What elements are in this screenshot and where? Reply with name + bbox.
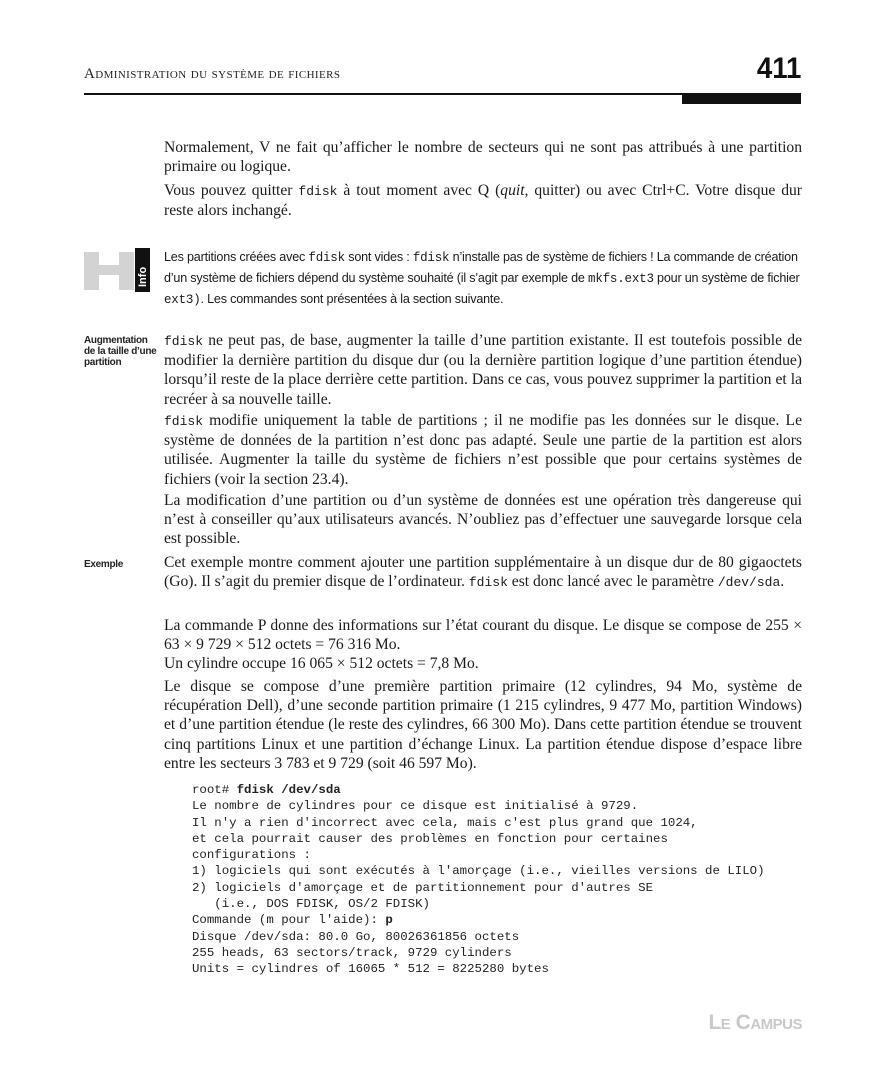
paragraph-text: Normalement, V ne fait qu’afficher le nombre de secteurs qui ne sont pas attribués à une partition primaire ou logique. [164, 139, 802, 176]
inline-code: fdisk [164, 334, 204, 349]
code-output: Le nombre de cylindres pour ce disque est initialisé à 9729. Il n'y a rien d'incorrect avec cela, mais c'est plus grand que 1024, et cela pourrait causer des problèmes en fonction pour certaines configurations : 1) logiciels qui sont exécutés à l'amorçage (i.e., vieilles versions de LILO) 2) logiciels d'amorçage et de partitionnement pour d'autres SE (i.e., DOS FDISK, OS/2 FDISK) [192, 799, 765, 912]
paragraph [164, 138, 802, 176]
paragraph-text: , quitter) ou avec Ctrl+C. Votre disque dur reste alors inchangé. [164, 182, 802, 220]
paragraph [164, 491, 802, 549]
running-header-title: Administration du système de fichiers [84, 66, 341, 82]
code-listing [192, 782, 802, 978]
inline-code: mkfs.ext3 [588, 272, 654, 286]
code-command: fdisk /dev/sda [236, 783, 341, 797]
emphasis: quit [500, 182, 525, 199]
paragraph-text: La modification d’une partition ou d’un système de données est une opération très dangereuse qui n’est à conseiller qu’aux utilisateurs avancés. N’oubliez pas d’effectuer une sauvegarde lorsque cela est possible. [164, 492, 802, 548]
inline-code: fdisk [298, 184, 338, 199]
inline-code: fdisk [412, 251, 450, 265]
paragraph-text: Vous pouvez quitter [164, 182, 299, 199]
paragraph [164, 181, 802, 220]
code-prompt: Commande (m pour l'aide): [192, 913, 386, 928]
paragraph-text: à tout moment avec Q ( [337, 182, 501, 199]
inline-code: ext3) [164, 293, 201, 307]
page-number: 411 [756, 52, 801, 85]
paragraph [164, 331, 802, 409]
paragraph-text: est donc lancé avec le paramètre [507, 573, 718, 591]
inline-code: /dev/sda [717, 575, 781, 591]
inline-code: fdisk [468, 575, 508, 591]
margin-note-resize: Augmentation de la taille d’une partition [84, 335, 157, 368]
paragraph-text: Cet exemple montre comment ajouter une partition supplémentaire à un disque dur de 80 gigaoctets (Go). Il s’agit du premier disque de l’ordinateur. [164, 554, 802, 591]
code-output: Disque /dev/sda: 80.0 Go, 80026361856 octets 255 heads, 63 sectors/track, 9729 cylinders Units = cylindres of 16065 * 512 = 8225280 bytes [192, 929, 549, 977]
paragraph-text: modifie uniquement la table de partitions ; il ne modifie pas les données sur le disque. Le système de données de la partition n’est donc pas adapté. Seule une partie de la partition est alors utilisée. Augmenter la taille du système de fichiers n’est possible que pour certains systèmes de fichiers (voir la section 23.4). [164, 412, 802, 488]
inline-code: fdisk [308, 251, 345, 265]
info-icon [84, 248, 150, 292]
paragraph-text: ne peut pas, de base, augmenter la taille d’une partition existante. Il est toutefois possible de modifier la dernière partition du disque dur (ou la dernière partition logique d’une partition étendue) lorsqu’il reste de la place derrière cette partition. Dans ce cas, vous pouvez supprimer la partition et la recréer à sa nouvelle taille. [164, 332, 802, 408]
paragraph-text: Le disque se compose d’une première partition primaire (12 cylindres, 94 Mo, système de récupération Dell), d’une seconde partition primaire (1 215 cylindres, 9 477 Mo, partition Windows) et d’une partition étendue (le reste des cylindres, 66 300 Mo). Dans cette partition étendue se trouvent cinq partitions Linux et une partition d’échange Linux. La partition étendue dispose d’espace libre entre les secteurs 3 783 et 9 729 (soit 46 597 Mo). [164, 678, 802, 772]
code-command: p [385, 913, 393, 928]
code-prompt: root# [192, 783, 237, 797]
paragraph [164, 411, 802, 489]
paragraph-text: Un cylindre occupe 16 065 × 512 octets = 7,8 Mo. [164, 655, 479, 673]
info-text: n’installe pas de système de fichiers ! La commande de création d’un système de fichiers dépend du système souhaité (il s’agit par exemple de [164, 250, 798, 285]
info-text: . Les commandes sont présentées à la section suivante. [200, 292, 504, 306]
info-text: Les partitions créées avec [164, 250, 309, 264]
info-text: sont vides : [344, 250, 413, 264]
paragraph [164, 616, 802, 674]
paragraph [164, 553, 802, 592]
inline-code: fdisk [164, 414, 204, 429]
paragraph-text: . [780, 573, 785, 591]
paragraph [164, 677, 802, 773]
info-note [164, 247, 804, 310]
info-icon-label: Info [137, 266, 149, 287]
publisher-logo: Le Campus [708, 1011, 802, 1034]
paragraph-text: La commande P donne des informations sur l’état courant du disque. Le disque se compose de 255 × 63 × 9 729 × 512 octets = 76 316 Mo. [164, 617, 802, 654]
info-text: pour un système de fichier [653, 271, 800, 285]
margin-note-example: Exemple [84, 559, 124, 570]
header-block [682, 95, 801, 104]
